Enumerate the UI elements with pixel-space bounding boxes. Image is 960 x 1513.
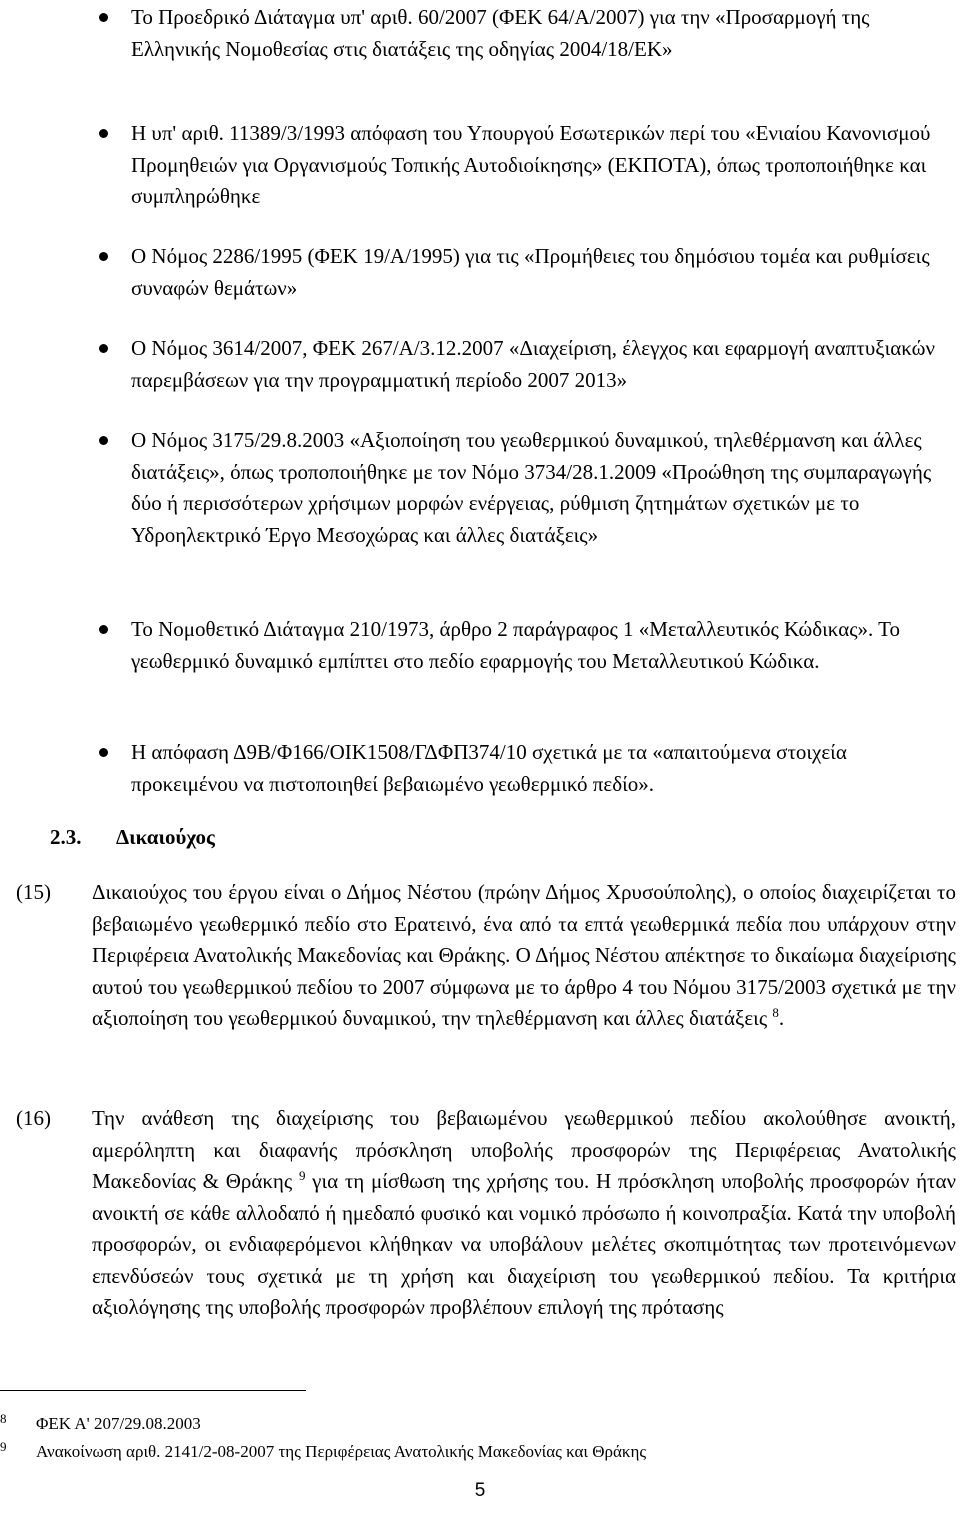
paragraph-number: (15) xyxy=(16,880,51,904)
list-item: Η υπ' αριθ. 11389/3/1993 απόφαση του Υπουργού Εσωτερικών περί του «Ενιαίου Κανονισμού Προμηθειών για Οργανισμούς Τοπικής Αυτοδιοίκησης» (ΕΚΠΟΤΑ), όπως τροποποιήθηκε και συμπληρώθηκε xyxy=(131,118,951,213)
paragraph-text: Την ανάθεση της διαχείρισης του βεβαιωμένου γεωθερμικού πεδίου ακολούθησε ανοικτή, αμερόληπτη και διαφανής πρόσκληση υποβολής προσφορών της Περιφέρειας Ανατολικής Μακεδονίας & Θράκης xyxy=(92,1106,956,1193)
list-item: Ο Νόμος 2286/1995 (ΦΕΚ 19/Α/1995) για τις «Προμήθειες του δημόσιου τομέα και ρυθμίσεις συναφών θεμάτων» xyxy=(131,241,951,304)
bullet-icon xyxy=(99,748,108,757)
bullet-icon xyxy=(99,625,108,634)
paragraph-number: (16) xyxy=(16,1106,51,1130)
bullet-icon xyxy=(99,129,108,138)
footnote-text: Ανακοίνωση αριθ. 2141/2-08-2007 της Περιφέρειας Ανατολικής Μακεδονίας και Θράκης xyxy=(36,1442,647,1461)
page-number: 5 xyxy=(474,1480,486,1501)
list-item: Ο Νόμος 3175/29.8.2003 «Αξιοποίηση του γεωθερμικού δυναμικού, τηλεθέρμανση και άλλες διατάξεις», όπως τροποποιήθηκε με τον Νόμο 3734/28.1.2009 «Προώθηση της συμπαραγωγής δύο ή περισσότερων χρήσιμων μορφών ενέργειας, ρύθμιση ζητημάτων σχετικών με το Υδροηλεκτρικό Έργο Μεσοχώρας και άλλες διατάξεις» xyxy=(131,425,951,551)
bullet-icon xyxy=(99,436,108,445)
section-heading xyxy=(50,822,215,853)
list-item: Η απόφαση Δ9Β/Φ166/ΟΙΚ1508/ΓΔΦΠ374/10 σχετικά με τα «απαιτούμενα στοιχεία προκειμένου να πιστοποιηθεί βεβαιωμένο γεωθερμικό πεδίο». xyxy=(131,737,951,800)
footnote-9 xyxy=(0,1439,647,1463)
bullet-icon xyxy=(99,13,108,22)
footnote-divider xyxy=(0,1390,306,1391)
section-title: Δικαιούχος xyxy=(116,825,215,849)
footnote-ref[interactable]: 8 xyxy=(772,1005,779,1020)
footnote-ref[interactable]: 9 xyxy=(298,1168,306,1183)
paragraph-text-continued: για τη μίσθωση της χρήσης του. Η πρόσκληση υποβολής προσφορών ήταν ανοικτή σε κάθε αλλοδαπό ή ημεδαπό φυσικό και νομικό πρόσωπο ή κοινοπραξία. Κατά την υποβολή προσφορών, οι ενδιαφερόμενοι κλήθηκαν να υποβάλουν μελέτες σκοπιμότητας των προτεινόμενων επενδύσεών τους σχετικά με τη χρήση και διαχείριση του γεωθερμικού πεδίου. Τα κριτήρια αξιολόγησης της υποβολής προσφορών προβλέπουν επιλογή της πρότασης xyxy=(92,1169,956,1319)
list-item: Ο Νόμος 3614/2007, ΦΕΚ 267/Α/3.12.2007 «Διαχείριση, έλεγχος και εφαρμογή αναπτυξιακών παρεμβάσεων για την προγραμματική περίοδο 2007 2013» xyxy=(131,333,951,396)
paragraph-text: Δικαιούχος του έργου είναι ο Δήμος Νέστου (πρώην Δήμος Χρυσούπολης), ο οποίος διαχειρίζεται το βεβαιωμένο γεωθερμικό πεδίο στο Ερατεινό, ένα από τα επτά γεωθερμικά πεδία που υπάρχουν στην Περιφέρεια Ανατολικής Μακεδονίας και Θράκης. Ο Δήμος Νέστου απέκτησε το δικαίωμα διαχείρισης αυτού του γεωθερμικού πεδίου το 2007 σύμφωνα με το άρθρο 4 του Νόμου 3175/2003 σχετικά με την αξιοποίηση του γεωθερμικού δυναμικού, την τηλεθέρμανση και άλλες διατάξεις xyxy=(92,880,956,1030)
footnote-mark: 8 xyxy=(0,1411,7,1426)
paragraph-16 xyxy=(16,1103,956,1324)
footnote-8 xyxy=(0,1411,201,1435)
list-item: Το Νομοθετικό Διάταγμα 210/1973, άρθρο 2 παράγραφος 1 «Μεταλλευτικός Κώδικας». Το γεωθερμικό δυναμικό εμπίπτει στο πεδίο εφαρμογής του Μεταλλευτικού Κώδικα. xyxy=(131,614,951,677)
footnote-mark: 9 xyxy=(0,1439,7,1454)
bullet-icon xyxy=(99,252,108,261)
section-number: 2.3. xyxy=(50,825,82,849)
paragraph-15: (15) Δικαιούχος του έργου είναι ο Δήμος Νέστου (πρώην Δήμος Χρυσούπολης), ο οποίος διαχειρίζεται το βεβαιωμένο γεωθερμικό πεδίο στο Ερατεινό, ένα από τα επτά γεωθερμικά πεδία που υπάρχουν στην Περιφέρεια Ανατολικής Μακεδονίας και Θράκης. Ο Δήμος Νέστου απέκτησε το δικαίωμα διαχείρισης αυτού του γεωθερμικού πεδίου το 2007 σύμφωνα με το άρθρο 4 του Νόμου 3175/2003 σχετικά με την αξιοποίηση του γεωθερμικού δυναμικού, την τηλεθέρμανση και άλλες διατάξεις $^8$. xyxy=(92,877,956,1035)
footnote-text: ΦΕΚ Α' 207/29.08.2003 xyxy=(36,1414,201,1433)
bullet-icon xyxy=(99,344,108,353)
list-item: Το Προεδρικό Διάταγμα υπ' αριθ. 60/2007 (ΦΕΚ 64/Α/2007) για την «Προσαρμογή της Ελληνικής Νομοθεσίας στις διατάξεις της οδηγίας 2004/18/ΕΚ» xyxy=(131,2,951,65)
